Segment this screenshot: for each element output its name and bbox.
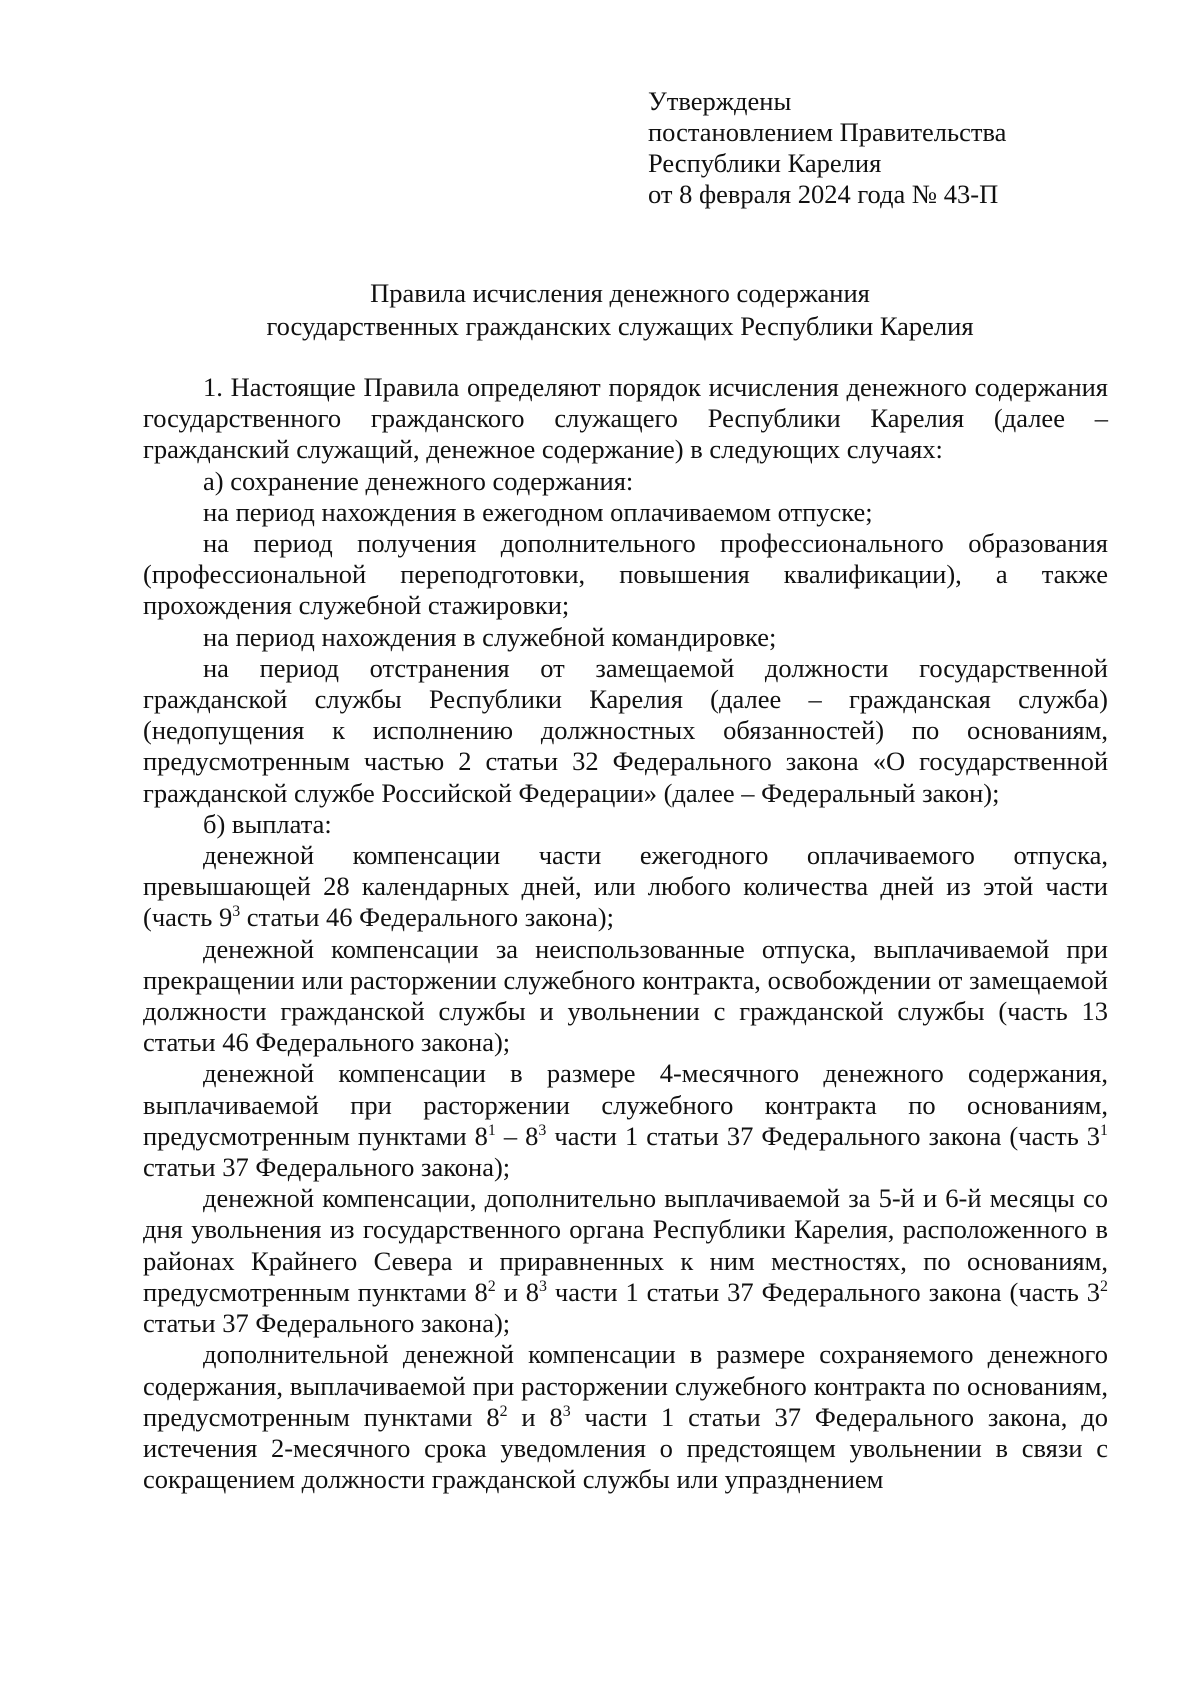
text: денежной компенсации части ежегодного оплачиваемого отпуска, превышающей 28 календарных дней, или любого количества дней из этой части (часть 9 [143, 840, 1108, 933]
paragraph: денежной компенсации за неиспользованные отпуска, выплачиваемой при прекращении или расторжении служебного контракта, освобождении от замещаемой должности гражданской службы и увольнении с гражданской службы (часть 13 статьи 46 Федерального закона); [143, 933, 1108, 1058]
approval-date-line: от 8 февраля 2024 года № 43-П [648, 179, 999, 209]
text: денежной компенсации, дополнительно выплачиваемой за 5-й и 6-й месяцы со дня увольнения из государственного органа Республики Карелия, расположенного в районах Крайнего Севера и приравненных к ним местностях, по основаниям, предусмотренным пунктами 8 [143, 1183, 1108, 1307]
paragraph: на период нахождения в ежегодном оплачиваемом отпуске; [203, 496, 873, 527]
title-line: Правила исчисления денежного содержания [370, 278, 870, 308]
text: и 8 [495, 1276, 540, 1307]
superscript: 2 [487, 1278, 496, 1296]
superscript: 3 [562, 1402, 571, 1420]
superscript: 1 [1100, 1122, 1108, 1140]
paragraph: а) сохранение денежного содержания: [203, 465, 634, 496]
superscript: 3 [538, 1122, 547, 1140]
paragraph [143, 1339, 1108, 1495]
paragraph [143, 1058, 1108, 1183]
superscript: 2 [499, 1402, 508, 1420]
superscript: 3 [539, 1278, 547, 1296]
text: денежной компенсации в размере 4-месячного денежного содержания, выплачиваемой при расторжении служебного контракта по основаниям, предусмотренным пунктами 8 [143, 1058, 1108, 1151]
paragraph: б) выплата: [203, 808, 332, 839]
paragraph: на период получения дополнительного профессионального образования (профессиональной переподготовки, повышения квалификации), а также прохождения служебной стажировки; [143, 528, 1108, 621]
text: статьи 37 Федерального закона); [143, 1152, 511, 1183]
text: части 1 статьи 37 Федерального закона (часть 3 [546, 1276, 1101, 1307]
paragraph [143, 1183, 1108, 1339]
approval-line: Республики Карелия [648, 148, 882, 178]
text: части 1 статьи 37 Федерального закона (часть 3 [546, 1120, 1101, 1151]
paragraph [143, 840, 1108, 934]
text: – 8 [495, 1120, 539, 1151]
document-title [140, 277, 1100, 343]
paragraph: на период нахождения в служебной командировке; [203, 621, 777, 652]
superscript: 3 [232, 903, 241, 921]
approval-line: Утверждены [648, 86, 792, 116]
paragraph: на период отстранения от замещаемой должности государственной гражданской службы Республики Карелия (далее – гражданская служба) (недопущения к исполнению должностных обязанностей) по основаниям, предусмотренным частью 2 статьи 32 Федерального закона «О государственной гражданской службе Российской Федерации» (далее – Федеральный закон); [143, 652, 1108, 808]
text: статьи 37 Федерального закона); [143, 1308, 511, 1339]
paragraph: 1. Настоящие Правила определяют порядок исчисления денежного содержания государственного гражданского служащего Республики Карелия (далее – гражданский служащий, денежное содержание) в следующих случаях: [143, 372, 1108, 465]
superscript: 1 [487, 1122, 496, 1140]
document-body [143, 372, 1108, 1495]
approval-block [648, 86, 1006, 210]
text: части 1 статьи 37 Федерального закона, до истечения 2-месячного срока уведомления о предстоящем увольнении в связи с сокращением должности гражданской службы или упразднением [143, 1401, 1108, 1495]
title-line: государственных гражданских служащих Республики Карелия [266, 311, 974, 341]
text: статьи 46 Федерального закона); [240, 902, 614, 933]
text: и 8 [507, 1401, 563, 1432]
approval-line: постановлением Правительства [648, 117, 1007, 147]
superscript: 2 [1100, 1278, 1108, 1296]
text: дополнительной денежной компенсации в размере сохраняемого денежного содержания, выплачиваемой при расторжении служебного контракта по основаниям, предусмотренным пунктами 8 [143, 1339, 1108, 1432]
